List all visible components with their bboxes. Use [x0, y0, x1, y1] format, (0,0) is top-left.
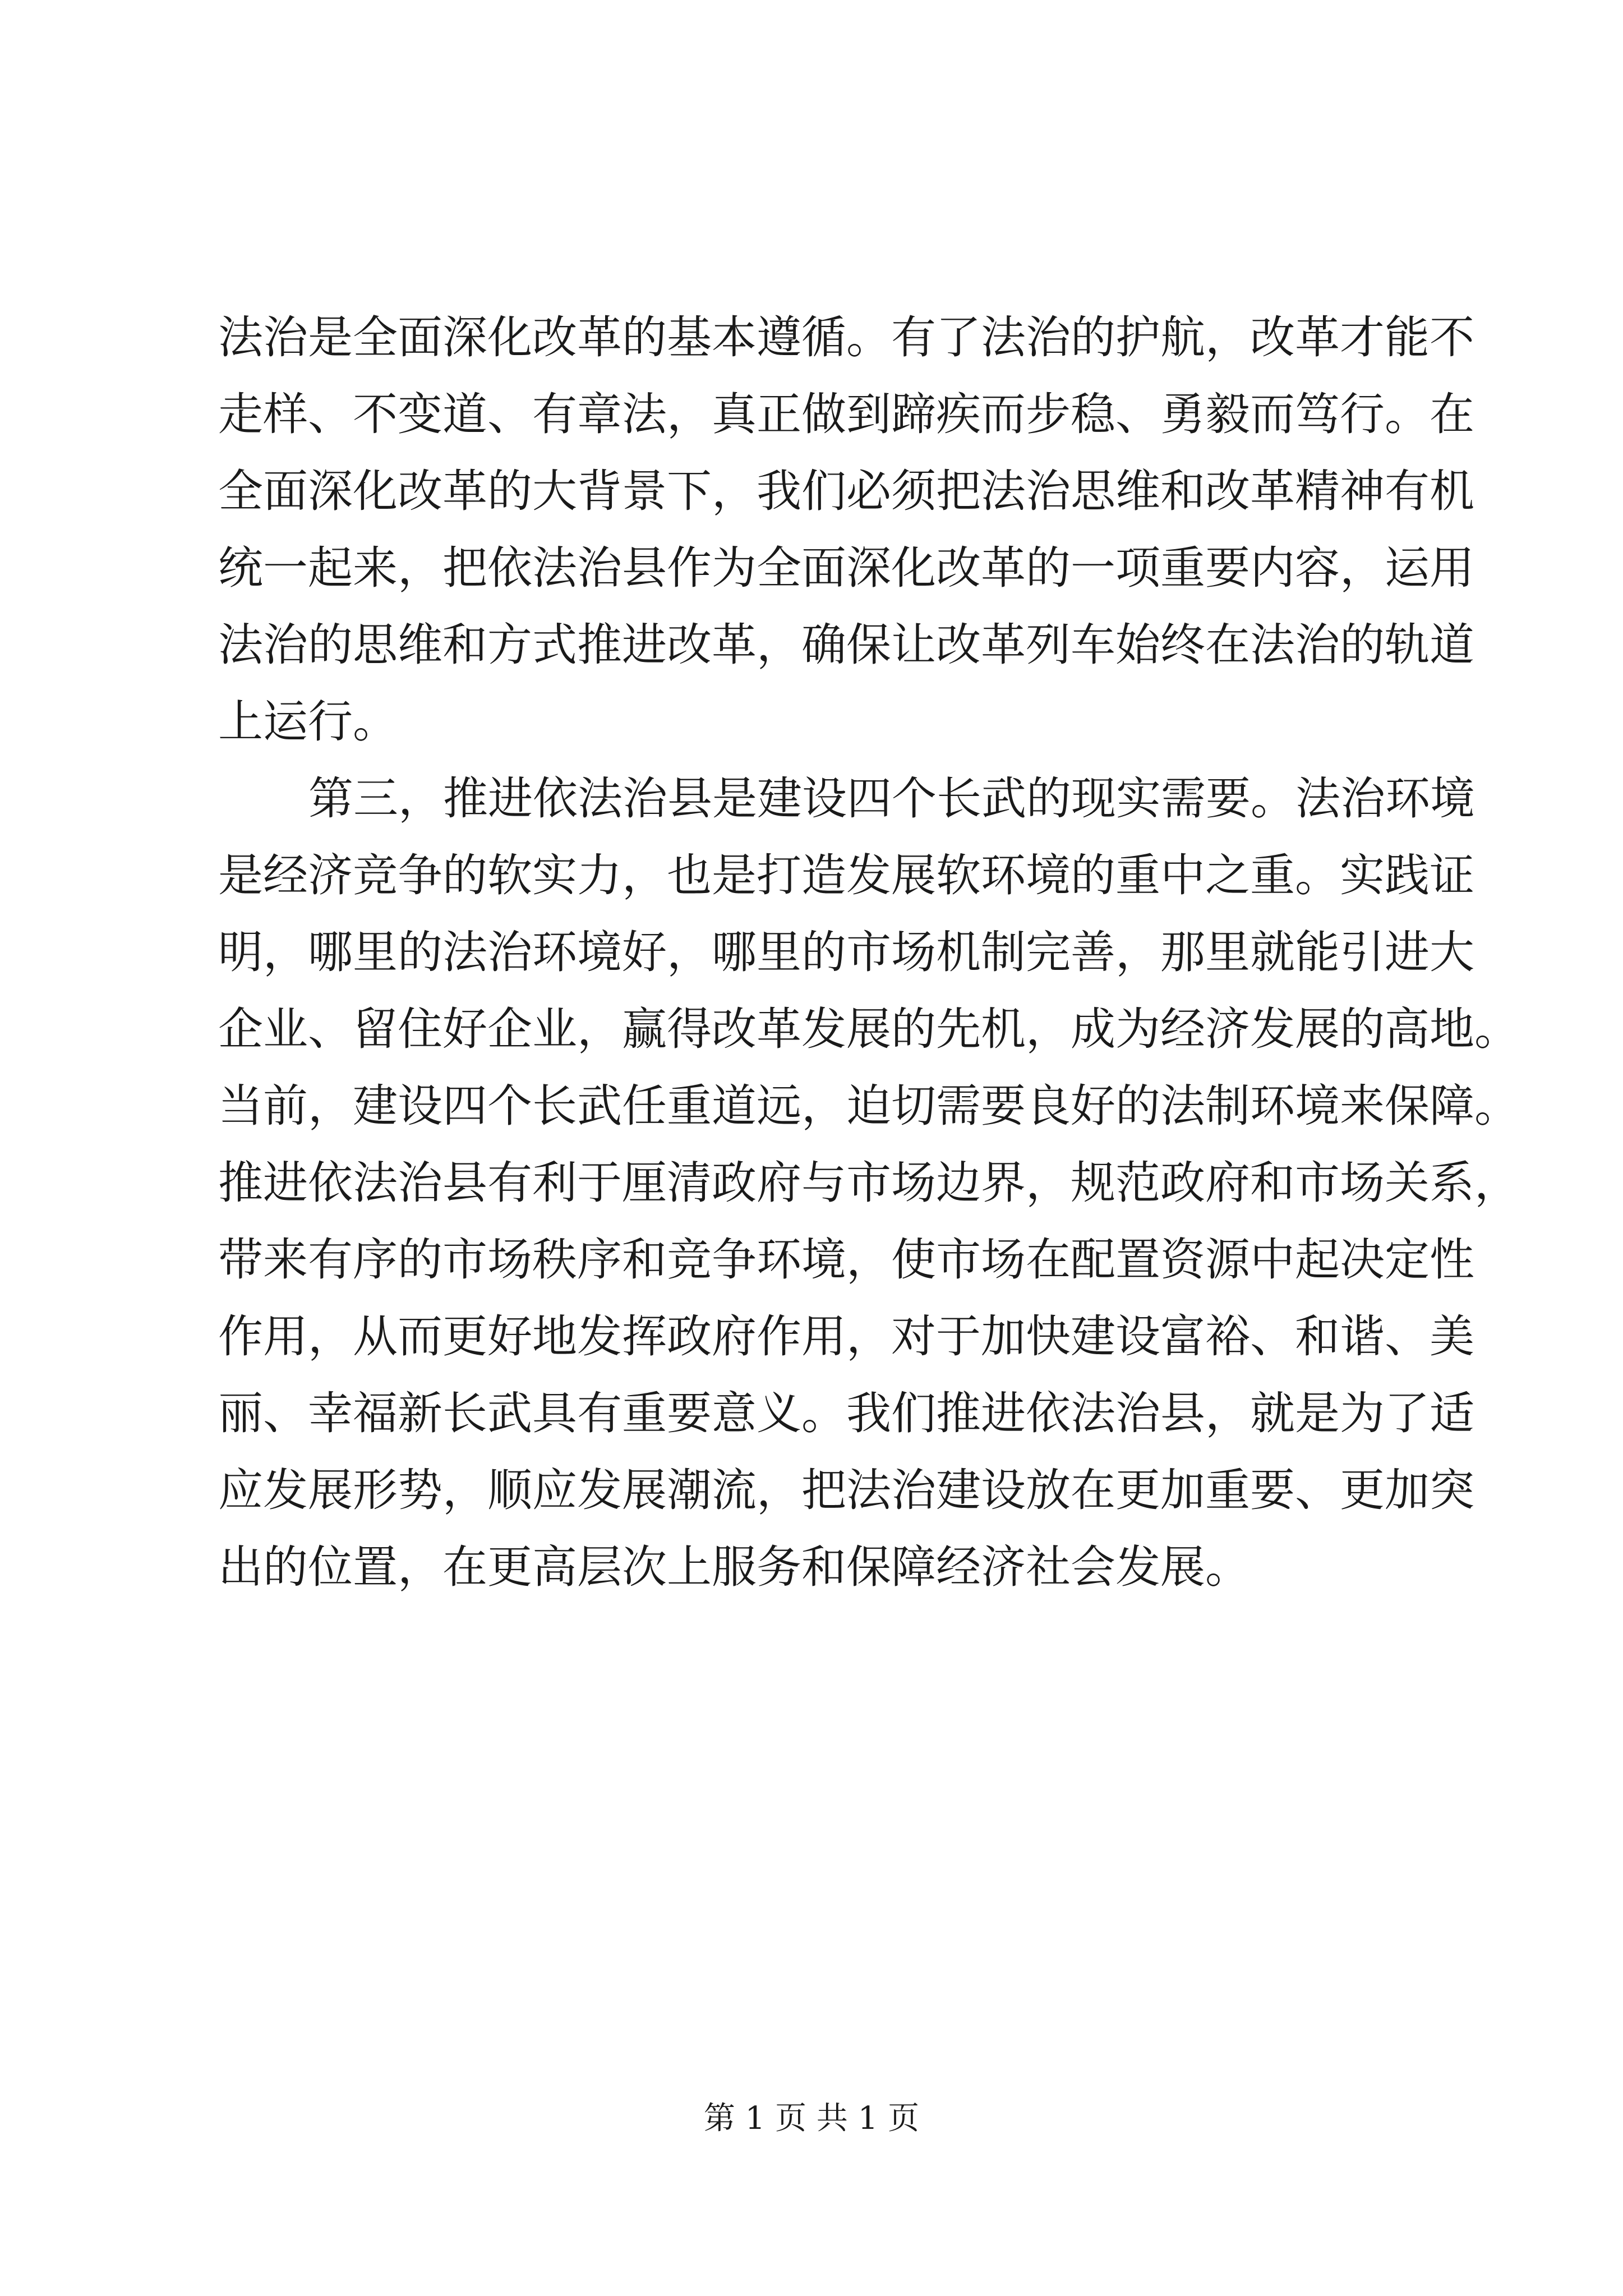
body-text-line: 带来有序的市场秩序和竞争环境，使市场在配置资源中起决定性 [218, 1234, 1474, 1286]
body-text-line: 统一起来，把依法治县作为全面深化改革的一项重要内容，运用 [218, 542, 1474, 594]
body-text-line: 走样、不变道、有章法，真正做到蹄疾而步稳、勇毅而笃行。在 [218, 388, 1474, 440]
body-text-line: 丽、幸福新长武具有重要意义。我们推进依法治县，就是为了适 [218, 1387, 1474, 1439]
body-text-line: 推进依法治县有利于厘清政府与市场边界，规范政府和市场关系， [218, 1157, 1519, 1209]
body-text-line: 全面深化改革的大背景下，我们必须把法治思维和改革精神有机 [218, 465, 1474, 517]
page-number-footer: 第 1 页 共 1 页 [703, 2100, 920, 2137]
body-text-line: 应发展形势，顺应发展潮流，把法治建设放在更加重要、更加突 [218, 1464, 1474, 1516]
body-text-line: 出的位置，在更高层次上服务和保障经济社会发展。 [218, 1541, 1250, 1593]
body-text-line: 当前，建设四个长武任重道远，迫切需要良好的法制环境来保障。 [218, 1080, 1519, 1132]
body-text-line: 明，哪里的法治环境好，哪里的市场机制完善，那里就能引进大 [218, 926, 1474, 978]
body-text-line: 法治是全面深化改革的基本遵循。有了法治的护航，改革才能不 [218, 311, 1474, 364]
body-text-line: 是经济竞争的软实力，也是打造发展软环境的重中之重。实践证 [218, 849, 1474, 901]
body-text-line: 法治的思维和方式推进改革，确保让改革列车始终在法治的轨道 [218, 619, 1474, 671]
body-text-line: 作用，从而更好地发挥政府作用，对于加快建设富裕、和谐、美 [218, 1310, 1474, 1363]
paragraph-start-line: 第三，推进依法治县是建设四个长武的现实需要。法治环境 [308, 772, 1475, 825]
body-text-line: 上运行。 [218, 696, 398, 748]
body-text-line: 企业、留住好企业，赢得改革发展的先机，成为经济发展的高地。 [218, 1003, 1519, 1055]
